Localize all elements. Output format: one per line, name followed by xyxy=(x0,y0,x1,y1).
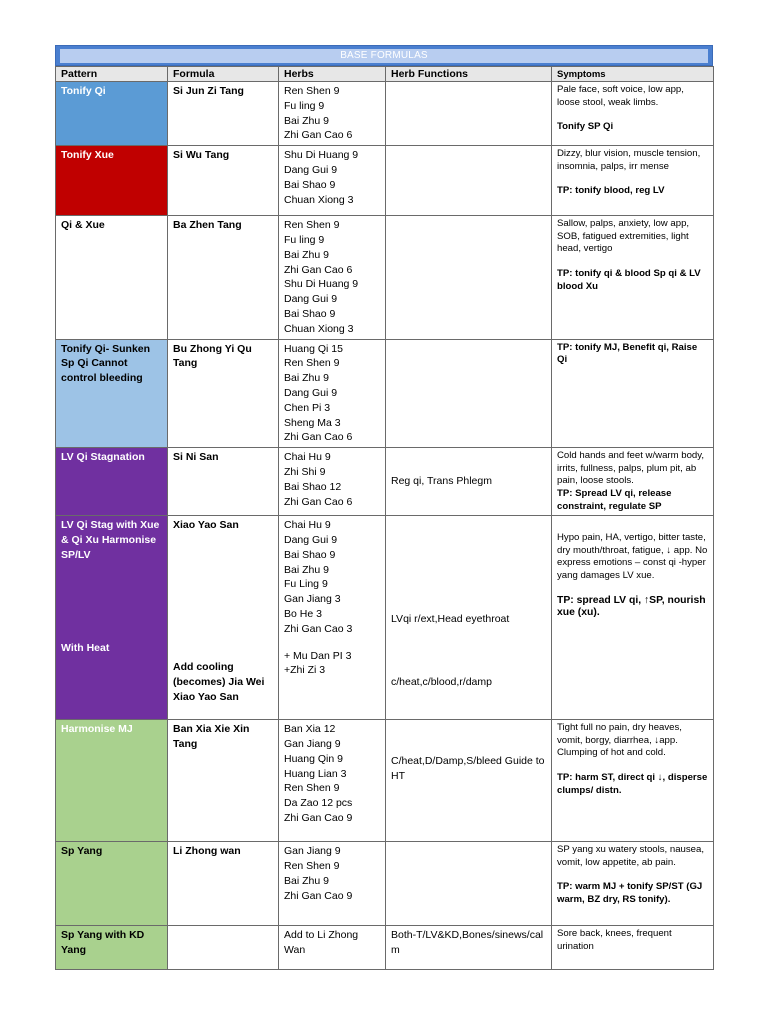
herb-item: Bai Shao 12 xyxy=(284,480,342,493)
formula-label: Bu Zhong Yi Qu Tang xyxy=(173,342,252,370)
symptoms-text: Sore back, knees, frequent urination xyxy=(557,928,672,952)
col-header-herbs: Herbs xyxy=(279,67,386,82)
formula-label: Ban Xia Xie Xin Tang xyxy=(173,723,250,750)
herb-item: Huang Lian 3 xyxy=(284,767,347,780)
herb-item: Bai Zhu 9 xyxy=(284,372,329,385)
pattern-label: Tonify Xue xyxy=(61,149,114,162)
title-bar xyxy=(55,45,713,66)
herb-item: Zhi Gan Cao 9 xyxy=(284,889,353,902)
herb-item: Shu Di Huang 9 xyxy=(284,278,359,291)
herb-item: Dang Gui 9 xyxy=(284,533,338,546)
treatment-principle: TP: harm ST, direct qi ↓, disperse clumps/ distn. xyxy=(557,771,708,796)
herb-item: Zhi Gan Cao 6 xyxy=(284,431,353,444)
herbs-cell xyxy=(279,516,386,720)
header-row xyxy=(56,67,714,82)
formula-extra-label: Add cooling (becomes) Jia Wei Xiao Yao San xyxy=(173,661,265,703)
herb-item: Gan Jiang 9 xyxy=(284,737,341,750)
table-row xyxy=(56,216,714,339)
herb-item: Ren Shen 9 xyxy=(284,859,340,872)
symptoms-cell xyxy=(552,842,714,926)
functions-text: LVqi r/ext,Head eyethroat xyxy=(391,613,510,626)
functions-cell xyxy=(386,842,552,926)
herb-item: Bai Zhu 9 xyxy=(284,248,329,261)
herb-item: Zhi Gan Cao 6 xyxy=(284,495,353,508)
symptoms-cell xyxy=(552,146,714,216)
functions-cell xyxy=(386,448,552,516)
pattern-cell xyxy=(56,720,168,842)
formula-label: Ba Zhen Tang xyxy=(173,219,242,232)
herb-item: + Mu Dan PI 3 xyxy=(284,649,352,662)
herb-item: Ban Xia 12 xyxy=(284,723,336,736)
pattern-cell xyxy=(56,82,168,146)
herbs-cell xyxy=(279,82,386,146)
herb-item: Chuan Xiong 3 xyxy=(284,193,354,206)
pattern-label: LV Qi Stag with Xue & Qi Xu Harmonise SP/LV xyxy=(61,519,160,561)
formula-cell xyxy=(168,926,279,970)
table-row xyxy=(56,842,714,926)
formula-cell xyxy=(168,842,279,926)
herb-item: Chai Hu 9 xyxy=(284,451,331,464)
symptoms-text: Sallow, palps, anxiety, low app, SOB, fatigued extremities, light head, vertigo xyxy=(557,218,690,255)
treatment-principle: TP: Spread LV qi, release constraint, regulate SP xyxy=(557,487,672,512)
functions-text: C/heat,D/Damp,S/bleed Guide to HT xyxy=(391,755,545,782)
herbs-cell xyxy=(279,216,386,339)
formula-cell xyxy=(168,516,279,720)
pattern-label: Harmonise MJ xyxy=(61,723,133,736)
herb-item: Add to Li Zhong Wan xyxy=(284,929,359,956)
herb-item: Da Zao 12 pcs xyxy=(284,797,353,810)
col-header-herb-functions: Herb Functions xyxy=(386,67,552,82)
table-row xyxy=(56,448,714,516)
herb-item: Zhi Gan Cao 6 xyxy=(284,263,353,276)
herb-item: Chai Hu 9 xyxy=(284,519,331,532)
herb-item: Bo He 3 xyxy=(284,607,322,620)
treatment-principle: Tonify SP Qi xyxy=(557,121,614,133)
formula-label: Li Zhong wan xyxy=(173,845,241,858)
herbs-cell xyxy=(279,720,386,842)
herb-item: Huang Qi 15 xyxy=(284,342,343,355)
pattern-label: Sp Yang xyxy=(61,845,103,858)
pattern-label: LV Qi Stagnation xyxy=(61,451,145,464)
pattern-cell xyxy=(56,842,168,926)
table-row xyxy=(56,720,714,842)
pattern-cell xyxy=(56,516,168,720)
herb-item: Huang Qin 9 xyxy=(284,752,343,765)
symptoms-cell xyxy=(552,720,714,842)
pattern-cell xyxy=(56,216,168,339)
table-row xyxy=(56,82,714,146)
herb-item: Fu Ling 9 xyxy=(284,578,328,591)
herbs-cell xyxy=(279,842,386,926)
formula-cell xyxy=(168,82,279,146)
functions-cell xyxy=(386,82,552,146)
formula-label: Si Ni San xyxy=(173,451,219,464)
treatment-principle: TP: tonify blood, reg LV xyxy=(557,185,665,197)
symptoms-text: Tight full no pain, dry heaves, vomit, borgy, diarrhea, ↓app. Clumping of hot and cold. xyxy=(557,722,682,759)
formula-cell xyxy=(168,339,279,448)
pattern-cell xyxy=(56,339,168,448)
pattern-cell xyxy=(56,926,168,970)
formula-label: Si Wu Tang xyxy=(173,149,230,162)
pattern-label: Sp Yang with KD Yang xyxy=(61,929,145,956)
table-row xyxy=(56,339,714,448)
functions-text: Reg qi, Trans Phlegm xyxy=(391,475,492,488)
functions-cell xyxy=(386,516,552,720)
functions-cell xyxy=(386,339,552,448)
herb-item: Gan Jiang 3 xyxy=(284,593,341,606)
herb-item: Shu Di Huang 9 xyxy=(284,149,359,162)
treatment-principle: TP: tonify qi & blood Sp qi & LV blood Xu xyxy=(557,267,701,292)
pattern-label: Tonify Qi xyxy=(61,85,106,97)
herb-item: Ren Shen 9 xyxy=(284,782,340,795)
functions-extra-text: c/heat,c/blood,r/damp xyxy=(391,676,492,689)
herb-item: Sheng Ma 3 xyxy=(284,416,341,429)
herb-item: Bai Zhu 9 xyxy=(284,874,329,887)
herb-item: Dang Gui 9 xyxy=(284,293,338,306)
herb-item: Zhi Shi 9 xyxy=(284,465,326,478)
symptoms-text: Hypo pain, HA, vertigo, bitter taste, dry mouth/throat, fatigue, ↓ app. No express emotions – const qi -hyper yang damages LV xue. xyxy=(557,532,708,581)
herb-item: Bai Shao 9 xyxy=(284,307,336,320)
pattern-cell xyxy=(56,448,168,516)
col-header-formula: Formula xyxy=(168,67,279,82)
formula-cell xyxy=(168,720,279,842)
pattern-label: Tonify Qi- Sunken Sp Qi Cannot control bleeding xyxy=(61,342,151,385)
formula-cell xyxy=(168,448,279,516)
herb-item: Chen Pi 3 xyxy=(284,401,331,414)
herb-item: Bai Shao 9 xyxy=(284,178,336,191)
table-row xyxy=(56,146,714,216)
herb-item: Fu ling 9 xyxy=(284,233,325,246)
herb-item: Bai Zhu 9 xyxy=(284,114,329,127)
functions-cell xyxy=(386,720,552,842)
herb-item: Bai Shao 9 xyxy=(284,548,336,561)
symptoms-text: Cold hands and feet w/warm body, irrits, fullness, palps, plum pit, ab pain, loose stools. xyxy=(557,450,705,487)
formula-label: Xiao Yao San xyxy=(173,519,239,532)
symptoms-cell xyxy=(552,216,714,339)
herb-item: Chuan Xiong 3 xyxy=(284,322,354,335)
functions-cell xyxy=(386,146,552,216)
herb-item: Ren Shen 9 xyxy=(284,85,340,97)
herb-item: Dang Gui 9 xyxy=(284,386,338,399)
col-header-pattern: Pattern xyxy=(56,67,168,82)
formula-label: Si Jun Zi Tang xyxy=(173,85,244,97)
symptoms-text: Pale face, soft voice, low app, loose stool, weak limbs. xyxy=(557,84,684,108)
herb-item: Zhi Gan Cao 9 xyxy=(284,811,353,824)
treatment-principle: TP: tonify MJ, Benefit qi, Raise Qi xyxy=(557,341,698,366)
herb-item: +Zhi Zi 3 xyxy=(284,664,326,677)
pattern-extra-label: With Heat xyxy=(61,642,110,655)
functions-cell xyxy=(386,926,552,970)
herbs-cell xyxy=(279,926,386,970)
herbs-cell xyxy=(279,146,386,216)
table-row xyxy=(56,516,714,720)
formula-cell xyxy=(168,216,279,339)
herbs-cell xyxy=(279,448,386,516)
herb-item: Zhi Gan Cao 6 xyxy=(284,129,353,142)
symptoms-cell xyxy=(552,926,714,970)
symptoms-cell xyxy=(552,339,714,448)
herb-item: Zhi Gan Cao 3 xyxy=(284,622,353,635)
functions-cell xyxy=(386,216,552,339)
herb-item: Ren Shen 9 xyxy=(284,357,340,370)
symptoms-cell xyxy=(552,448,714,516)
herb-item: Bai Zhu 9 xyxy=(284,563,329,576)
treatment-principle: TP: spread LV qi, ↑SP, nourish xue (xu). xyxy=(557,594,706,619)
table-row xyxy=(56,926,714,970)
symptoms-text: SP yang xu watery stools, nausea, vomit, low appetite, ab pain. xyxy=(557,844,705,868)
sheet-title: BASE FORMULAS xyxy=(60,49,708,63)
herb-item: Gan Jiang 9 xyxy=(284,845,341,858)
herb-item: Dang Gui 9 xyxy=(284,163,338,176)
formula-cell xyxy=(168,146,279,216)
formula-sheet xyxy=(55,45,713,970)
symptoms-cell xyxy=(552,82,714,146)
symptoms-cell xyxy=(552,516,714,720)
herbs-cell xyxy=(279,339,386,448)
col-header-symptoms: Symptoms xyxy=(552,67,714,82)
symptoms-text: Dizzy, blur vision, muscle tension, insomnia, palps, irr mense xyxy=(557,148,701,172)
herb-item: Ren Shen 9 xyxy=(284,219,340,232)
herb-item: Fu ling 9 xyxy=(284,99,325,112)
functions-text: Both-T/LV&KD,Bones/sinews/calm xyxy=(391,929,544,956)
treatment-principle: TP: warm MJ + tonify SP/ST (GJ warm, BZ dry, RS tonify). xyxy=(557,881,703,905)
pattern-label: Qi & Xue xyxy=(61,219,105,232)
formula-table xyxy=(55,66,714,970)
pattern-cell xyxy=(56,146,168,216)
